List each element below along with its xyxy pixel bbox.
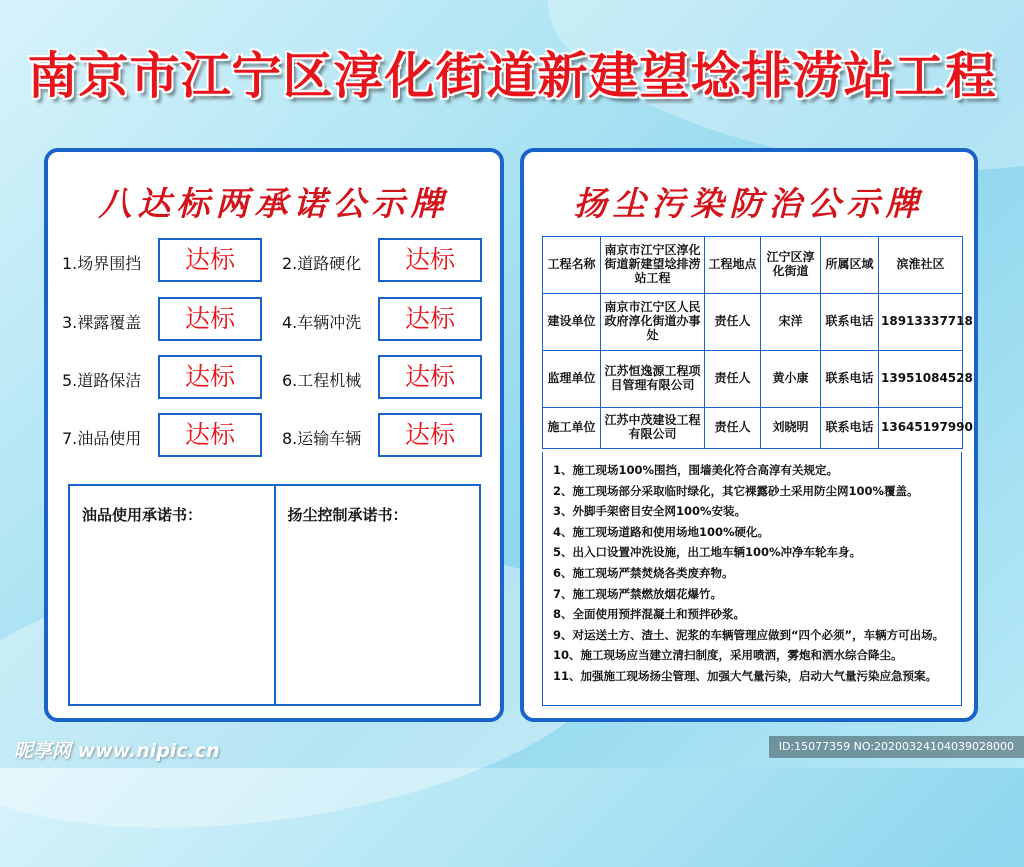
- standard-label: 3.裸露覆盖: [62, 313, 142, 332]
- standard-label: 6.工程机械: [282, 371, 362, 390]
- project-info-table: [542, 236, 973, 449]
- dust-control-board-title: 扬尘污染防治公示牌: [573, 184, 925, 223]
- table-cell: 责任人: [705, 294, 761, 351]
- table-cell: 江苏恒逸源工程项目管理有限公司: [601, 351, 705, 408]
- dust-pledge-label: 扬尘控制承诺书：: [287, 506, 408, 524]
- rule-item: 4、施工现场道路和使用场地100%硬化。: [553, 524, 770, 539]
- table-cell: 黄小康: [761, 351, 821, 408]
- table-row: [543, 294, 963, 351]
- page-title: 南京市江宁区淳化街道新建望埝排涝站工程: [27, 47, 997, 105]
- standard-label: 7.油品使用: [62, 429, 142, 448]
- table-cell: 江宁区淳化街道: [761, 237, 821, 294]
- rule-item: 7、施工现场严禁燃放烟花爆竹。: [553, 586, 722, 601]
- table-cell: 刘晓明: [761, 408, 821, 449]
- oil-pledge-box: [70, 486, 274, 704]
- standard-status-box: 达标: [378, 413, 482, 457]
- pledge-area: [68, 484, 481, 706]
- table-cell: 南京市江宁区人民政府淳化街道办事处: [601, 294, 705, 351]
- table-cell: 联系电话: [821, 351, 879, 408]
- table-cell: 建设单位: [543, 294, 601, 351]
- table-cell: 监理单位: [543, 351, 601, 408]
- oil-pledge-label: 油品使用承诺书：: [82, 506, 203, 524]
- dust-control-board: [520, 148, 978, 722]
- rule-item: 5、出入口设置冲洗设施，出工地车辆100%冲净车轮车身。: [553, 545, 862, 560]
- table-cell: 13951084528: [879, 351, 963, 408]
- rule-item: 1、施工现场100%围挡，围墙美化符合高淳有关规定。: [553, 463, 839, 477]
- table-cell: 工程名称: [543, 237, 601, 294]
- table-cell: 南京市江宁区淳化街道新建望埝排涝站工程: [601, 237, 705, 294]
- rule-item: 2、施工现场部分采取临时绿化，其它裸露砂土采用防尘网100%覆盖。: [553, 483, 919, 498]
- image-id-watermark: ID:15077359 NO:20200324104039028000: [769, 736, 1024, 758]
- standard-status-box: 达标: [158, 238, 262, 282]
- table-cell: 滨淮社区: [879, 237, 963, 294]
- table-cell: 宋洋: [761, 294, 821, 351]
- standard-status-box: 达标: [378, 355, 482, 399]
- site-watermark: 昵享网 www.nipic.cn: [14, 740, 220, 762]
- table-cell: 责任人: [705, 351, 761, 408]
- standard-status-box: 达标: [378, 238, 482, 282]
- table-cell: 13645197990: [879, 408, 963, 449]
- table-row: [543, 351, 963, 408]
- standard-status-box: 达标: [158, 297, 262, 341]
- rule-item: 9、对运送土方、渣土、泥浆的车辆管理应做到“四个必须”，车辆方可出场。: [553, 627, 945, 642]
- dust-pledge-box: [274, 486, 480, 704]
- table-row: [543, 237, 963, 294]
- table-cell: 所属区域: [821, 237, 879, 294]
- rule-item: 3、外脚手架密目安全网100%安装。: [553, 504, 747, 519]
- standard-label: 8.运输车辆: [282, 429, 362, 448]
- table-cell: 责任人: [705, 408, 761, 449]
- standards-board-title: 八达标两承诺公示牌: [98, 184, 450, 223]
- rule-item: 11、加强施工现场扬尘管理、加强大气量污染，启动大气量污染应急预案。: [553, 668, 937, 683]
- standard-label: 2.道路硬化: [282, 254, 362, 273]
- standard-label: 4.车辆冲洗: [282, 313, 362, 332]
- standard-status-box: 达标: [158, 413, 262, 457]
- table-cell: 联系电话: [821, 408, 879, 449]
- table-cell: 江苏中茂建设工程有限公司: [601, 408, 705, 449]
- rule-item: 8、全面使用预拌混凝土和预拌砂浆。: [553, 607, 745, 622]
- rule-item: 10、施工现场应当建立清扫制度，采用喷洒，雾炮和洒水综合降尘。: [553, 648, 903, 663]
- standard-label: 5.道路保洁: [62, 371, 142, 390]
- standard-label: 1.场界围挡: [62, 254, 142, 273]
- rule-item: 6、施工现场严禁焚烧各类废弃物。: [553, 565, 734, 580]
- table-cell: 工程地点: [705, 237, 761, 294]
- table-cell: 18913337718: [879, 294, 963, 351]
- table-cell: 施工单位: [543, 408, 601, 449]
- table-cell: 联系电话: [821, 294, 879, 351]
- rules-list: [542, 452, 962, 706]
- standards-board: [44, 148, 504, 722]
- table-row: [543, 408, 963, 449]
- standard-status-box: 达标: [378, 297, 482, 341]
- standard-status-box: 达标: [158, 355, 262, 399]
